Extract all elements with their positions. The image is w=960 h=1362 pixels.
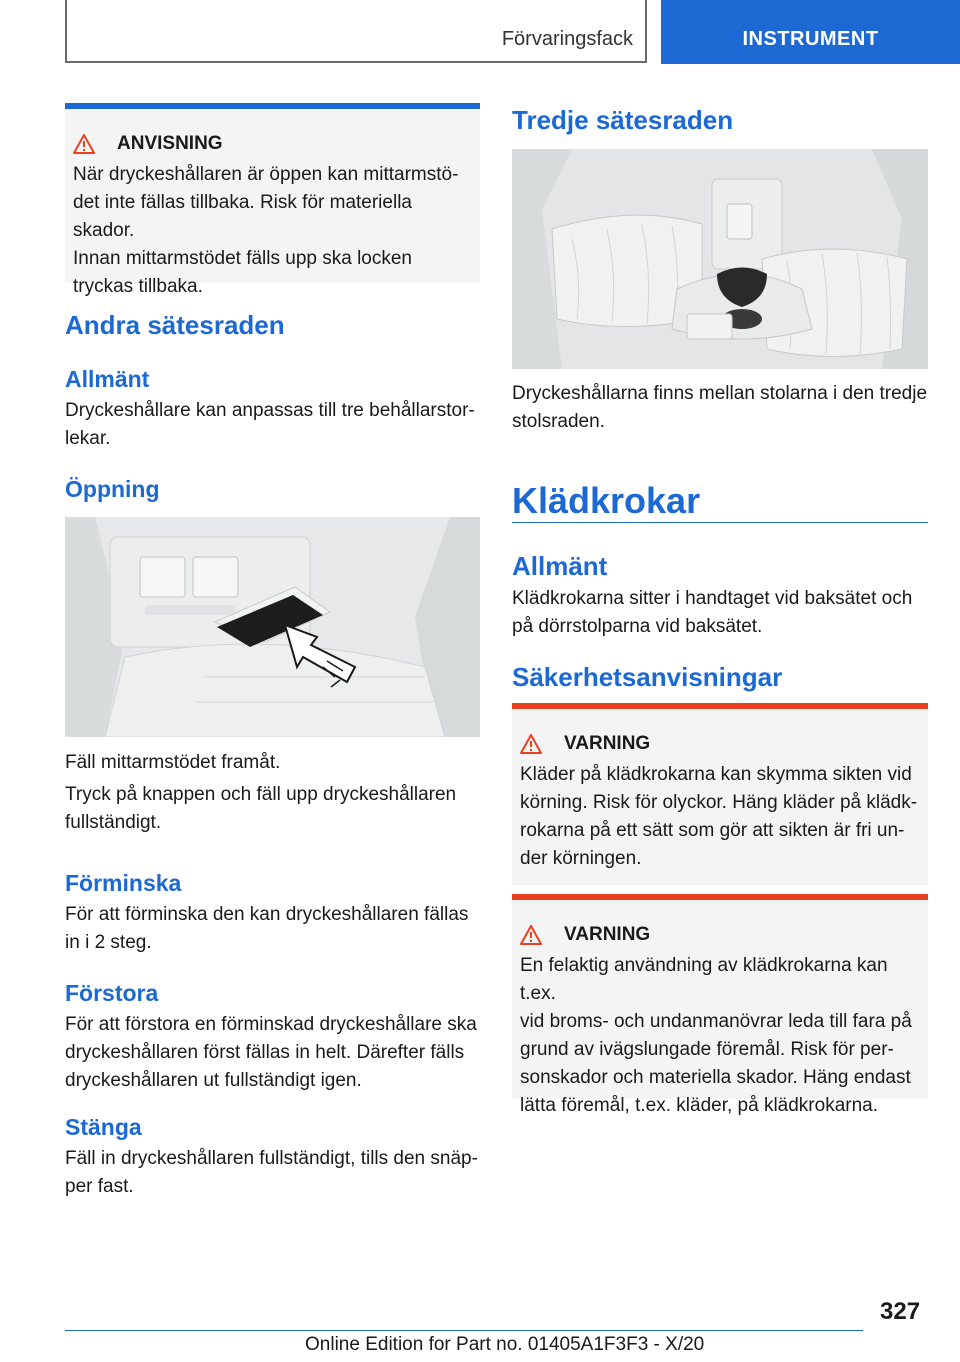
coat-hooks-title: Klädkrokar [512,480,701,521]
warning-title: VARNING [564,733,651,754]
hooks-general-heading: Allmänt [512,551,608,581]
enlarge-heading: Förstora [65,980,159,1006]
text-line: stolsraden. [512,411,605,432]
warning-line: vid broms- och undanmanövrar leda till fara på [520,1011,912,1032]
text-line: per fast. [65,1176,134,1197]
header-section-title: Förvaringsfack [501,28,633,50]
close-text [65,1145,485,1201]
warning-title: VARNING [564,924,651,945]
footer-divider [65,1330,863,1331]
notice-line: När dryckeshållaren är öppen kan mittarmstö‐ [73,164,459,185]
text-line: För att förminska den kan dryckeshållaren fällas [65,904,469,925]
notice-line: Innan mittarmstödet fälls upp ska locken [73,248,413,269]
armrest-photo [65,517,480,737]
header-section-box [65,0,647,63]
text-line: lekar. [65,428,111,449]
notice-header [73,133,472,155]
page-number: 327 [880,1298,921,1325]
warning-text [520,761,920,873]
text-line: För att förstora en förminskad dryckeshållare ska [65,1014,477,1035]
warning-line: sonskador och materiella skador. Häng endast [520,1067,911,1088]
text-line: in i 2 steg. [65,932,152,953]
third-row-text [512,380,932,436]
text-line: dryckeshållaren först fällas in helt. Därefter fälls [65,1042,465,1063]
third-row-title: Tredje sätesraden [512,105,734,135]
warning-line: lätta föremål, t.ex. kläder, på klädkrokarna. [520,1095,879,1116]
text-line: Fäll in dryckeshållaren fullständigt, tills den snäp‐ [65,1148,478,1169]
warning-box-1 [512,703,928,885]
hooks-general-text [512,585,932,641]
warning-box-2 [512,894,928,1116]
footer-edition: Online Edition for Part no. 01405A1F3F3 - X/20 [305,1334,705,1355]
reduce-text [65,901,480,957]
notice-line: tryckas tillbaka. [73,276,203,297]
warning-line: Kläder på klädkrokarna kan skymma sikten vid [520,764,912,785]
notice-text [73,161,472,301]
notice-box [65,103,480,297]
section-title-second-row: Andra sätesraden [65,310,285,340]
third-row-photo [512,149,928,369]
warning-line: der körningen. [520,848,642,869]
warning-header [520,733,920,755]
warning-triangle-icon [520,925,542,945]
text-line: fullständigt. [65,812,162,833]
text-line: Klädkrokarna sitter i handtaget vid baksätet och [512,588,913,609]
warning-line: körning. Risk för olyckor. Häng kläder på klädk‐ [520,792,918,813]
reduce-heading: Förminska [65,870,182,896]
enlarge-text [65,1011,485,1095]
text-line: dryckeshållaren ut fullständigt igen. [65,1070,362,1091]
general-heading: Allmänt [65,366,150,392]
text-line: Dryckeshållare kan anpassas till tre behållarstor‐ [65,400,475,421]
warning-line: rokarna på ett sätt som gör att sikten är fri un‐ [520,820,905,841]
warning-line: En felaktig användning av klädkrokarna kan t.ex. [520,955,888,1004]
title-divider [512,522,928,523]
opening-step-1: Fäll mittarmstödet framåt. [65,752,281,773]
text-line: Tryck på knappen och fäll upp dryckeshållaren [65,784,457,805]
text-line: på dörrstolparna vid baksätet. [512,616,763,637]
text-line: Dryckeshållarna finns mellan stolarna i den tredje [512,383,928,404]
header-chapter-tab: INSTRUMENT [661,0,960,64]
notice-title: ANVISNING [117,133,223,154]
close-heading: Stänga [65,1114,142,1140]
opening-step-2 [65,781,480,837]
warning-line: grund av ivägslungade föremål. Risk för per‐ [520,1039,894,1060]
general-text [65,397,480,453]
opening-heading: Öppning [65,476,160,502]
safety-heading: Säkerhetsanvisningar [512,662,783,692]
notice-line: det inte fällas tillbaka. Risk för materiella skador. [73,192,412,241]
warning-text [520,952,920,1120]
warning-triangle-icon [520,734,542,754]
warning-header [520,924,920,946]
warning-triangle-icon [73,134,95,154]
